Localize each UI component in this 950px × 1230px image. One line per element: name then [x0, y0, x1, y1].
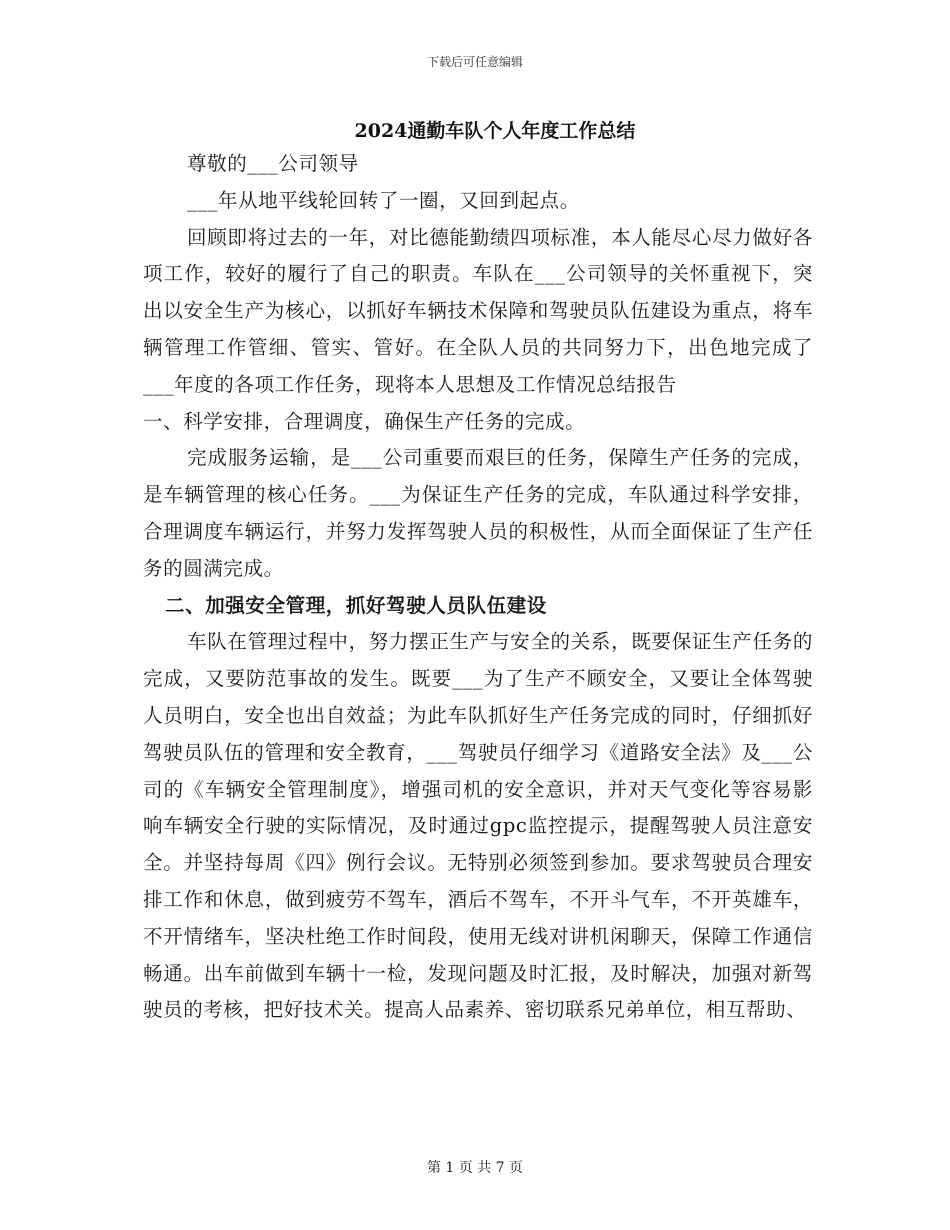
page-number: 第 1 页 共 7 页 — [426, 1160, 524, 1176]
document-title: 2024通勤车队个人年度工作总结 — [354, 120, 636, 142]
section-1-heading: 一、科学安排，合理调度，确保生产任务的完成。 — [143, 409, 586, 433]
document-body — [143, 146, 813, 1029]
section-1-body: 完成服务运输，是___公司重要而艰巨的任务，保障生产任务的完成，是车辆管理的核心任务。___为保证生产任务的完成，车队通过科学安排，合理调度车辆运行，并努力发挥驾驶人员的积极性，从而全面保证了生产任务的圆满完成。 — [143, 446, 813, 580]
opening-paragraph: ___年从地平线轮回转了一圈，又回到起点。 — [187, 188, 580, 212]
salutation: 尊敬的___公司领导 — [187, 152, 359, 175]
section-2-heading: 二、加强安全管理，抓好驾驶人员队伍建设 — [165, 593, 547, 617]
intro-paragraph: 回顾即将过去的一年，对比德能勤绩四项标准，本人能尽心尽力做好各项工作，较好的履行了自己的职责。车队在___公司领导的关怀重视下，突出以安全生产为核心，以抓好车辆技术保障和驾驶员队伍建设为重点，将车辆管理工作管细、管实、管好。在全队人员的共同努力下，出色地完成了___年度的各项工作任务，现将本人思想及工作情况总结报告 — [143, 225, 813, 396]
header-note: 下载后可任意编辑 — [426, 55, 523, 69]
section-2-body: 车队在管理过程中，努力摆正生产与安全的关系，既要保证生产任务的完成，又要防范事故的发生。既要___为了生产不顾安全，又要让全体驾驶人员明白，安全也出自效益；为此车队抓好生产任务完成的同时，仔细抓好驾驶员队伍的管理和安全教育，___驾驶员仔细学习《道路安全法》及___公司的《车辆安全管理制度》，增强司机的安全意识，并对天气变化等容易影响车辆安全行驶的实际情况，及时通过gpc监控提示，提醒驾驶人员注意安全。并坚持每周《四》例行会议。无特别必须签到参加。要求驾驶员合理安排工作和休息，做到疲劳不驾车，酒后不驾车，不开斗气车，不开英雄车，不开情绪车，坚决杜绝工作时间段，使用无线对讲机闲聊天，保障工作通信畅通。出车前做到车辆十一检，发现问题及时汇报，及时解决，加强对新驾驶员的考核，把好技术关。提高人品素养、密切联系兄弟单位，相互帮助、 — [143, 630, 813, 1022]
